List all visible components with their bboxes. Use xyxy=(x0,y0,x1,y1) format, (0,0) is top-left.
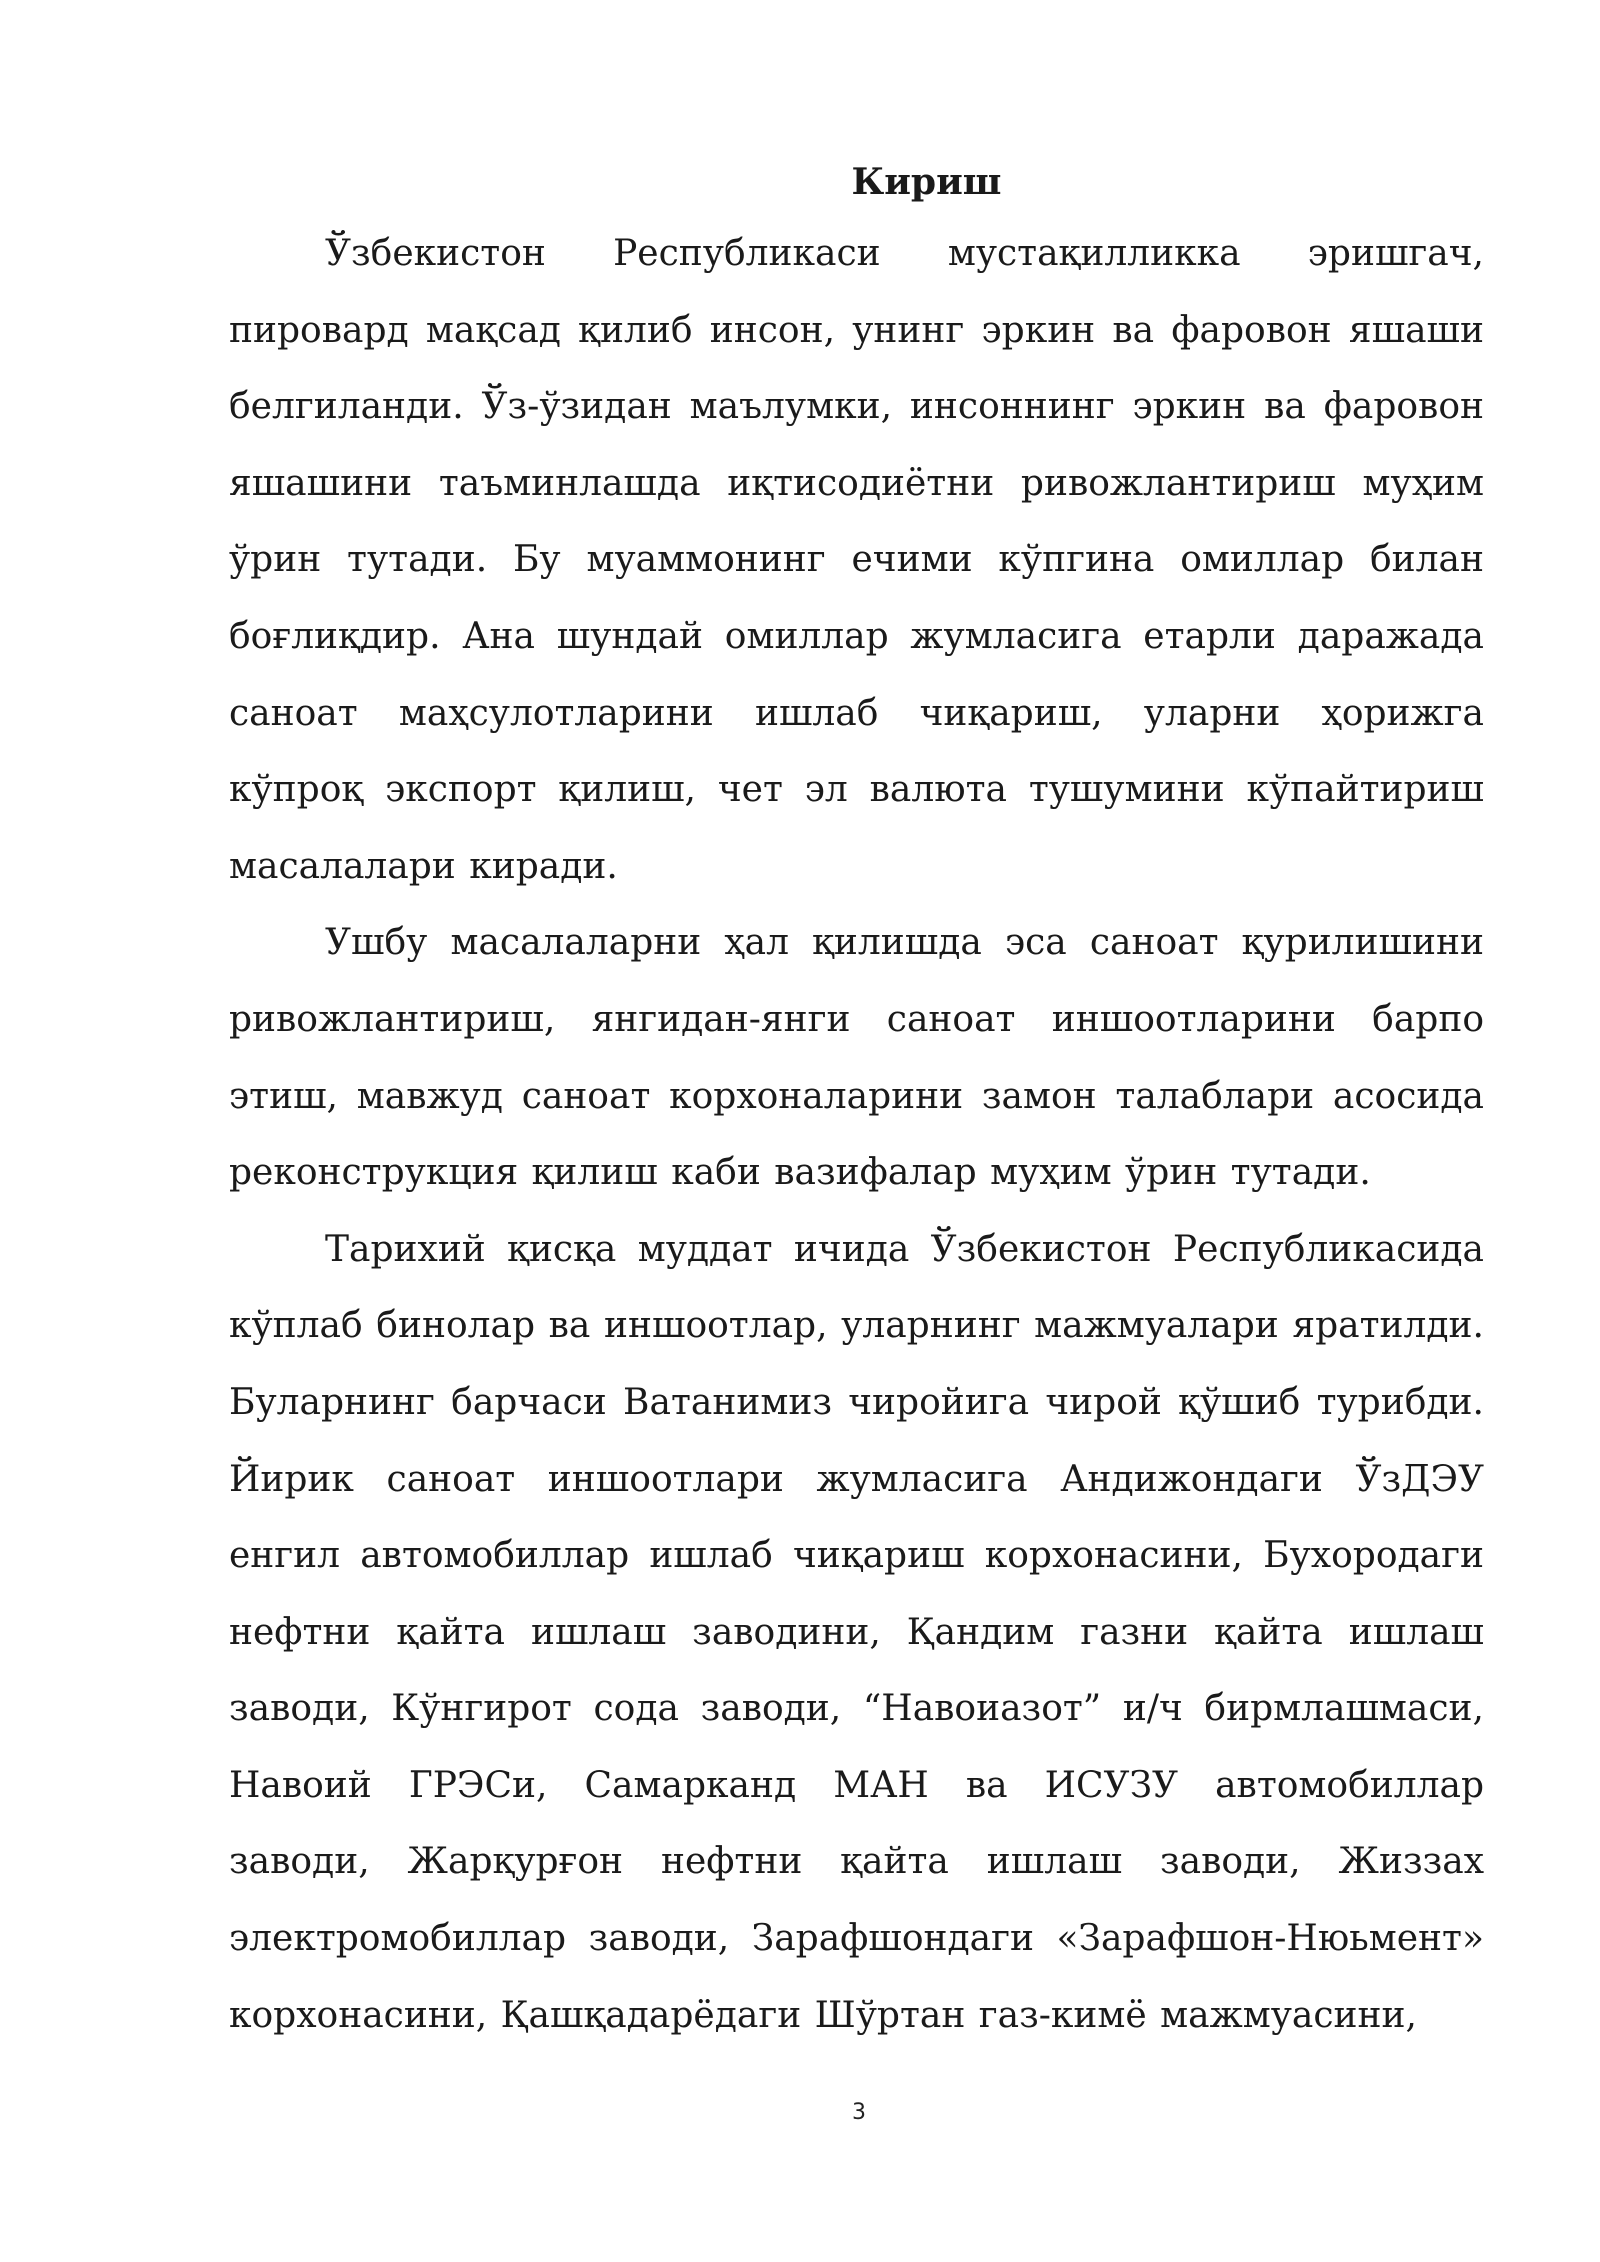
page-content xyxy=(229,150,1484,2054)
section-title: Кириш xyxy=(851,161,1002,203)
paragraph-2: Ушбу масалаларни ҳал қилишда эса саноат қурилишини ривожлантириш, янгидан-янги саноат иншоотларини барпо этиш, мавжуд саноат корхоналарини замон талаблари асосида реконструкция қилиш каби вазифалар муҳим ўрин тутади. xyxy=(229,922,1484,1194)
paragraph-1: Ўзбекистон Республикаси мустақилликка эришгач, пировард мақсад қилиб инсон, унинг эркин ва фаровон яшаши белгиланди. Ўз-ўзидан маълумки, инсоннинг эркин ва фаровон яшашини таъминлашда иқтисодиётни ривожлантириш муҳим ўрин тутади. Бу муаммонинг ечими кўпгина омиллар билан боғлиқдир. Ана шундай омиллар жумласига етарли даражада саноат маҳсулотларини ишлаб чиқариш, уларни ҳорижга кўпроқ экспорт қилиш, чет эл валюта тушумини кўпайтириш масалалари киради. xyxy=(229,233,1484,887)
paragraph-3: Тарихий қисқа муддат ичида Ўзбекистон Республикасида кўплаб бинолар ва иншоотлар, уларнинг мажмуалари яратилди. Буларнинг барчаси Ватанимиз чиройига чирой қўшиб турибди. Йирик саноат иншоотлари жумласига Андижондаги ЎзДЭУ енгил автомобиллар ишлаб чиқариш корхонасини, Бухородаги нефтни қайта ишлаш заводини, Қандим газни қайта ишлаш заводи, Кўнгирот сода заводи, “Навоиазот” и/ч бирмлашмаси, Навоий ГРЭСи, Самарканд МАН ва ИСУЗУ автомобиллар заводи, Жарқурғон нефтни қайта ишлаш заводи, Жиззах электромобиллар заводи, Зарафшондаги «Зарафшон-Нюьмент» корхонасини, Қашқадарёдаги Шўртан газ-кимё мажмуасини, xyxy=(229,1228,1484,2036)
page-number: 3 xyxy=(852,2100,866,2125)
